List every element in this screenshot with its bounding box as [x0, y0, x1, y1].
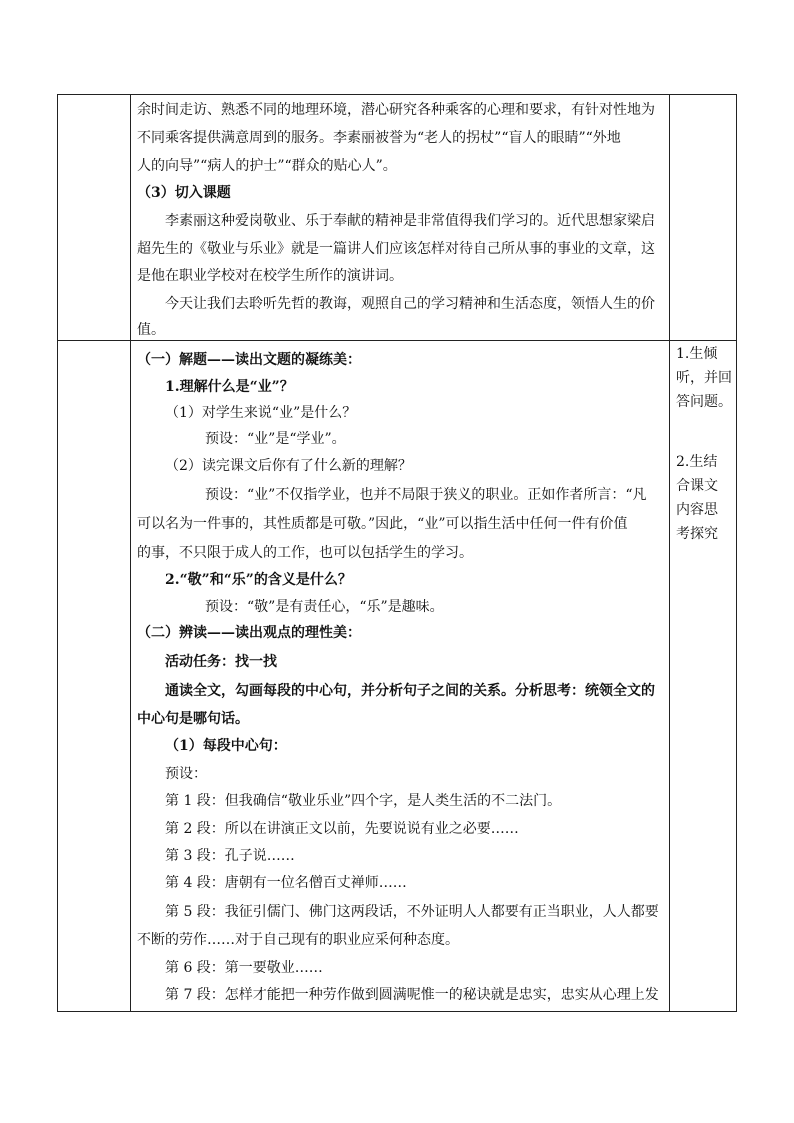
subsection-heading: （1）每段中心句： [165, 738, 287, 754]
row1-line: 是他在职业学校对在校学生所作的演讲词。 [137, 268, 403, 284]
answer: 的事，不只限于成人的工作，也可以包括学生的学习。 [137, 545, 473, 561]
table-border-left [57, 94, 58, 1012]
activity-instruction: 通读全文，勾画每段的中心句，并分析句子之间的关系。分析思考：统领全文的 [165, 683, 655, 699]
answer: 预设：“敬”是有责任心，“乐”是趣味。 [205, 599, 444, 615]
student-activity-line: 答问题。 [676, 394, 732, 410]
student-activity-line: 听，并回 [676, 370, 732, 386]
lesson-plan-table [57, 94, 737, 1012]
section-heading: （一）解题——读出文题的凝练美： [137, 352, 361, 368]
table-row-divider [57, 340, 737, 341]
paragraph-summary: 第 6 段：第一要敬业…… [165, 960, 323, 976]
student-activity-line: 1.生倾 [676, 346, 718, 362]
paragraph-summary: 第 1 段：但我确信“敬业乐业”四个字，是人类生活的不二法门。 [165, 793, 562, 809]
table-border-bottom [57, 1011, 737, 1012]
paragraph-summary: 第 2 段：所以在讲演正文以前，先要说说有业之必要…… [165, 821, 519, 837]
question-heading: 2.“敬”和“乐”的含义是什么？ [165, 572, 352, 588]
table-border-top [57, 94, 737, 95]
table-border-right [736, 94, 737, 1012]
row1-line: 不同乘客提供满意周到的服务。李素丽被誉为“老人的拐杖”“盲人的眼睛”“外地 [137, 130, 621, 146]
paragraph-summary: 第 4 段：唐朝有一位名僧百丈禅师…… [165, 875, 407, 891]
paragraph-summary: 不断的劳作……对于自己现有的职业应采何种态度。 [137, 932, 459, 948]
question-heading: 1.理解什么是“业”？ [165, 379, 294, 395]
row1-subheading: （3）切入课题 [137, 185, 231, 201]
activity-task: 活动任务：找一找 [165, 654, 277, 670]
answer: 预设：“业”是“学业”。 [205, 431, 346, 447]
row1-line: 值。 [137, 322, 165, 338]
answer: 可以名为一件事的，其性质都是可敬。”因此，“业”可以指生活中任何一件有价值 [137, 516, 628, 532]
row1-line: 余时间走访、熟悉不同的地理环境，潜心研究各种乘客的心理和要求，有针对性地为 [137, 102, 655, 118]
section-heading: （二）辨读——读出观点的理性美： [137, 625, 361, 641]
row1-line: 今天让我们去聆听先哲的教诲，观照自己的学习精神和生活态度，领悟人生的价 [165, 296, 655, 312]
paragraph-summary: 第 3 段：孔子说…… [165, 848, 295, 864]
question: （1）对学生来说“业”是什么？ [165, 405, 357, 421]
student-activity-line: 内容思 [676, 502, 718, 518]
row1-line: 李素丽这种爱岗敬业、乐于奉献的精神是非常值得我们学习的。近代思想家梁启 [165, 213, 655, 229]
table-col-divider-2 [669, 94, 670, 1012]
paragraph-summary: 第 7 段：怎样才能把一种劳作做到圆满呢惟一的秘诀就是忠实，忠实从心理上发 [165, 987, 659, 1003]
answer: 预设：“业”不仅指学业，也并不局限于狭义的职业。正如作者所言：“凡 [205, 487, 647, 503]
student-activity-line: 考探究 [676, 526, 718, 542]
answer: 预设： [165, 766, 207, 782]
student-activity-line: 合课文 [676, 478, 718, 494]
student-activity-line: 2.生结 [676, 454, 718, 470]
row1-line: 人的向导”“病人的护士”“群众的贴心人”。 [137, 158, 397, 174]
question: （2）读完课文后你有了什么新的理解？ [165, 458, 412, 474]
activity-instruction: 中心句是哪句话。 [137, 711, 249, 727]
table-col-divider-1 [130, 94, 131, 1012]
row1-line: 超先生的《敬业与乐业》就是一篇讲人们应该怎样对待自己所从事的事业的文章，这 [137, 241, 655, 257]
paragraph-summary: 第 5 段：我征引儒门、佛门这两段话，不外证明人人都要有正当职业，人人都要 [165, 904, 659, 920]
